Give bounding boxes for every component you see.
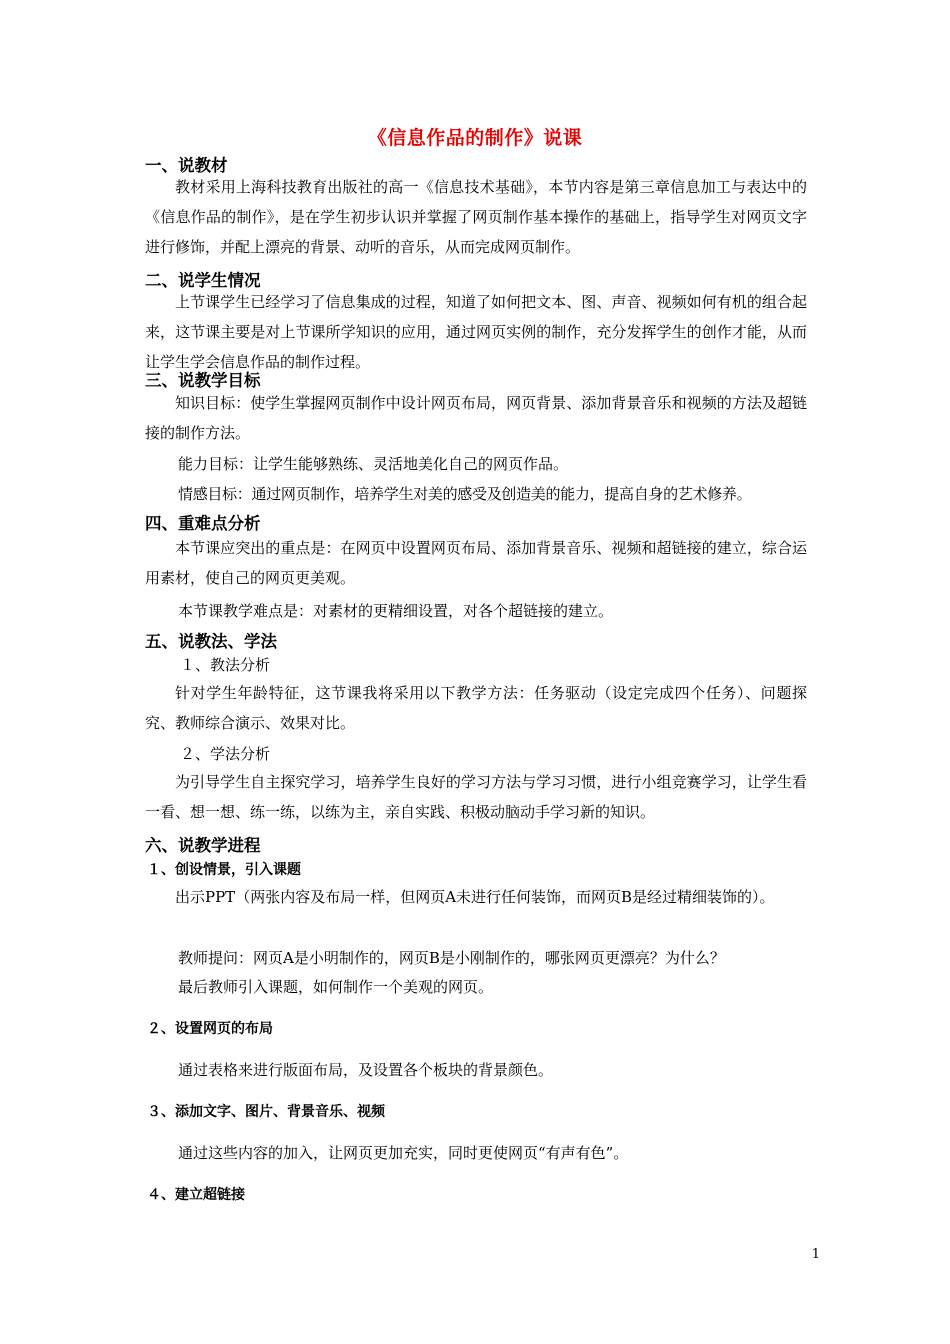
paragraph-layout: 通过表格来进行版面布局，及设置各个板块的背景颜色。: [178, 1061, 554, 1079]
section-heading-goals: 三、说教学目标: [145, 371, 261, 390]
step-heading-hyperlinks: ４、建立超链接: [147, 1187, 245, 1203]
section-heading-methods: 五、说教法、学法: [145, 632, 277, 651]
paragraph-show-ppt: 出示PPT（两张内容及布局一样，但网页A未进行任何装饰，而网页B是经过精细装饰的）。: [175, 888, 775, 906]
paragraph-knowledge-goal: 知识目标：使学生掌握网页制作中设计网页布局，网页背景、添加背景音乐和视频的方法及超链接的制作方法。: [145, 394, 807, 442]
paragraph-emotion-goal: 情感目标：通过网页制作，培养学生对美的感受及创造美的能力，提高自身的艺术修养。: [178, 485, 752, 503]
paragraph-introduce-topic: 最后教师引入课题，如何制作一个美观的网页。: [178, 978, 494, 996]
subheading-teaching-method: １、教法分析: [180, 656, 271, 674]
paragraph-ability-goal: 能力目标：让学生能够熟练、灵活地美化自己的网页作品。: [178, 455, 569, 473]
subheading-learning-method: ２、学法分析: [180, 745, 271, 763]
paragraph-teaching-method: 针对学生年龄特征，这节课我将采用以下教学方法：任务驱动（设定完成四个任务）、问题探究、教师综合演示、效果对比。: [145, 684, 807, 732]
paragraph-difficult-point: 本节课教学难点是：对素材的更精细设置，对各个超链接的建立。: [178, 602, 614, 620]
section-heading-textbook: 一、说教材: [145, 156, 228, 175]
document-title: 《信息作品的制作》说课: [367, 127, 583, 149]
step-heading-add-content: ３、添加文字、图片、背景音乐、视频: [147, 1104, 385, 1120]
step-heading-layout: ２、设置网页的布局: [147, 1021, 273, 1037]
paragraph-learning-method: 为引导学生自主探究学习，培养学生良好的学习方法与学习习惯，进行小组竞赛学习，让学生看一看、想一想、练一练，以练为主，亲自实践、积极动脑动手学习新的知识。: [145, 773, 807, 821]
step-heading-intro: １、创设情景，引入课题: [147, 862, 301, 878]
paragraph-key-point: 本节课应突出的重点是：在网页中设置网页布局、添加背景音乐、视频和超链接的建立，综合运用素材，使自己的网页更美观。: [145, 539, 807, 587]
paragraph-teacher-question: 教师提问：网页A是小明制作的，网页B是小刚制作的，哪张网页更漂亮？为什么？: [178, 949, 725, 967]
page-number: 1: [811, 1247, 820, 1262]
paragraph-textbook: 教材采用上海科技教育出版社的高一《信息技术基础》，本节内容是第三章信息加工与表达中的《信息作品的制作》，是在学生初步认识并掌握了网页制作基本操作的基础上，指导学生对网页文字进行修饰，并配上漂亮的背景、动听的音乐，从而完成网页制作。: [145, 178, 807, 256]
paragraph-students: 上节课学生已经学习了信息集成的过程，知道了如何把文本、图、声音、视频如何有机的组合起来，这节课主要是对上节课所学知识的应用，通过网页实例的制作，充分发挥学生的创作才能，从而让学生学会信息作品的制作过程。: [145, 293, 807, 371]
section-heading-process: 六、说教学进程: [145, 836, 261, 855]
section-heading-key-points: 四、重难点分析: [145, 514, 261, 533]
paragraph-add-content: 通过这些内容的加入，让网页更加充实，同时更使网页“有声有色”。: [178, 1144, 629, 1162]
section-heading-students: 二、说学生情况: [145, 271, 261, 290]
